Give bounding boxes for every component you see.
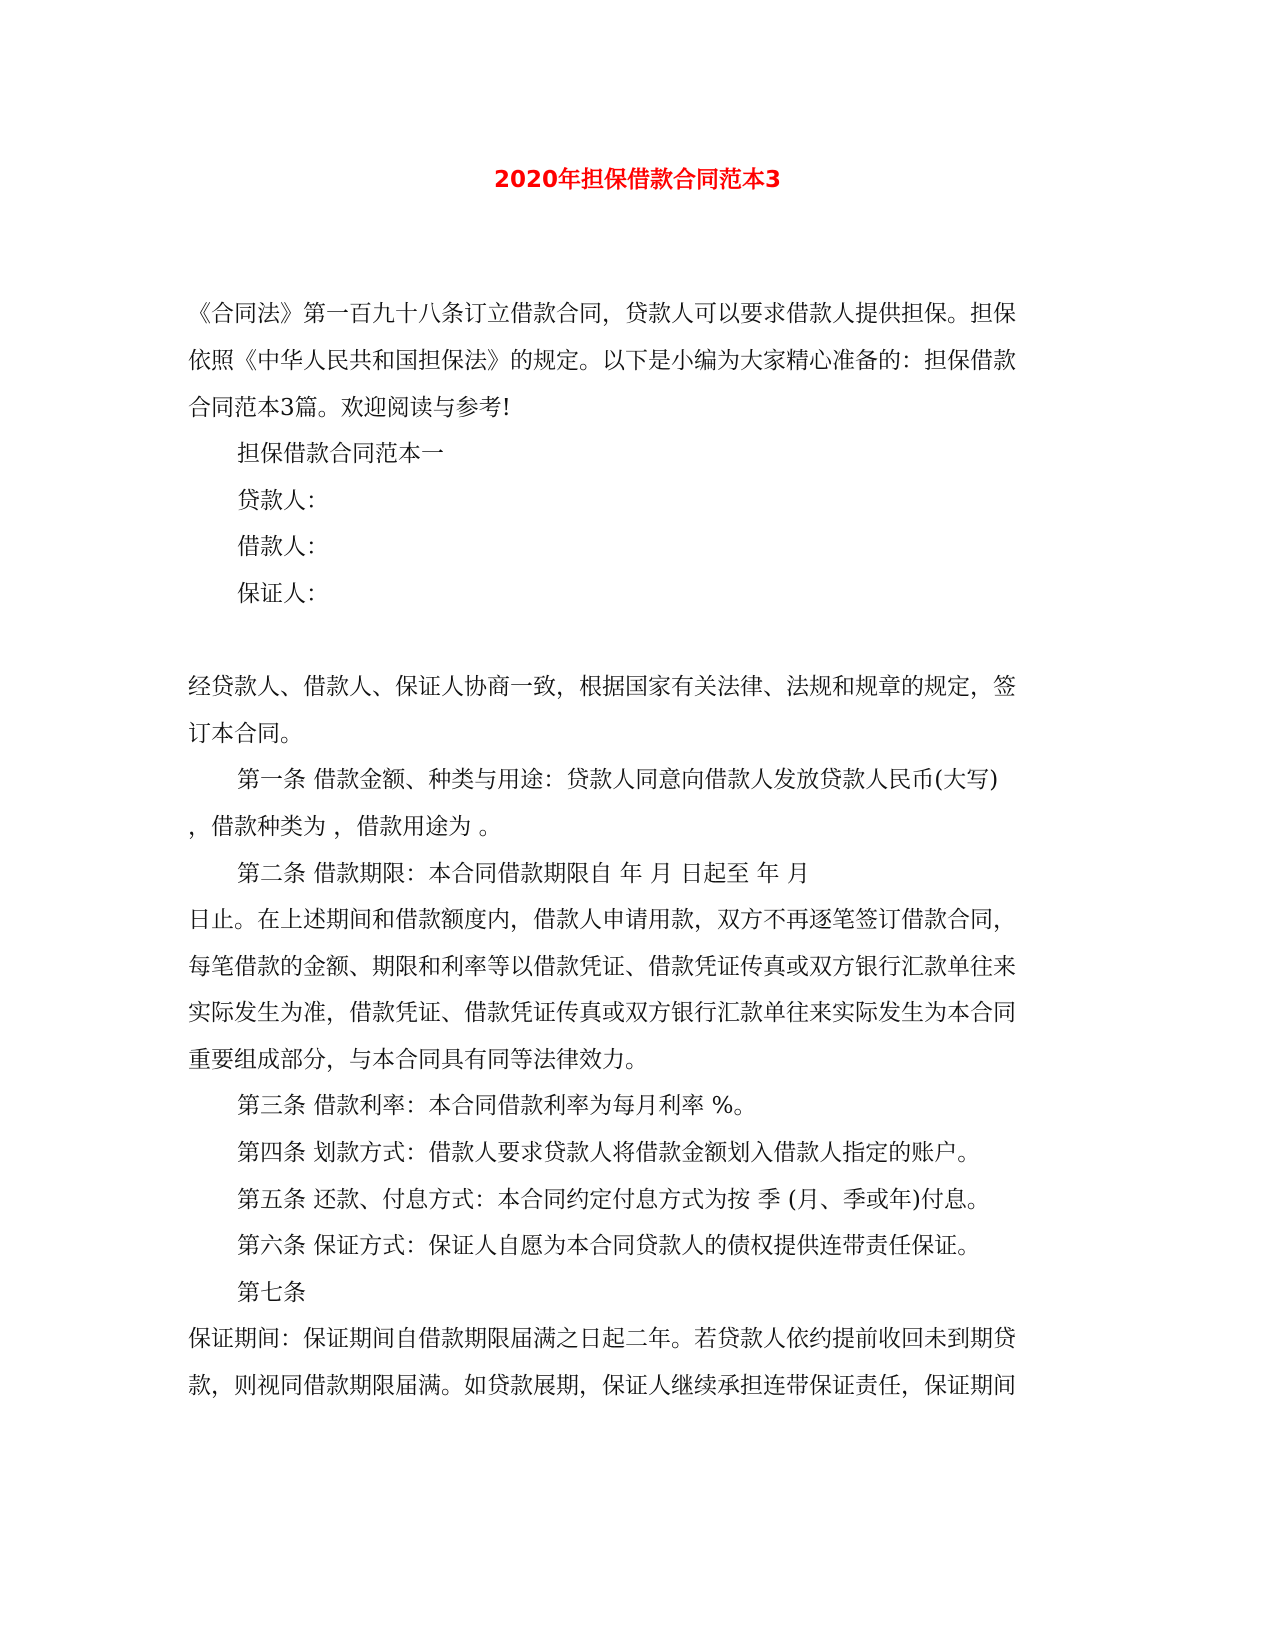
article-7: 第七条 [237, 1280, 306, 1306]
paragraph-line: 每笔借款的金额、期限和利率等以借款凭证、借款凭证传真或双方银行汇款单往来 [188, 954, 1016, 980]
party-label-borrower: 借款人： [237, 534, 329, 560]
paragraph-line: 《合同法》第一百九十八条订立借款合同，贷款人可以要求借款人提供担保。担保 [188, 301, 1016, 327]
paragraph-line: 实际发生为准，借款凭证、借款凭证传真或双方银行汇款单往来实际发生为本合同 [188, 1000, 1016, 1026]
article-3: 第三条 借款利率：本合同借款利率为每月利率 %。 [237, 1093, 757, 1119]
paragraph-line: 款，则视同借款期限届满。如贷款展期，保证人继续承担连带保证责任，保证期间 [188, 1373, 1016, 1399]
paragraph-line: 依照《中华人民共和国担保法》的规定。以下是小编为大家精心准备的：担保借款 [188, 348, 1016, 374]
paragraph-line: 订本合同。 [188, 721, 303, 747]
article-2: 第二条 借款期限：本合同借款期限自 年 月 日起至 年 月 [237, 861, 810, 887]
paragraph-line: 日止。在上述期间和借款额度内，借款人申请用款，双方不再逐笔签订借款合同， [188, 907, 1016, 933]
party-label-lender: 贷款人： [237, 488, 329, 514]
paragraph-line: 重要组成部分，与本合同具有同等法律效力。 [188, 1047, 648, 1073]
party-label-guarantor: 保证人： [237, 581, 329, 607]
paragraph-line: 经贷款人、借款人、保证人协商一致，根据国家有关法律、法规和规章的规定，签 [188, 674, 1016, 700]
paragraph-line: 保证期间：保证期间自借款期限届满之日起二年。若贷款人依约提前收回未到期贷 [188, 1326, 1016, 1352]
article-1: 第一条 借款金额、种类与用途：贷款人同意向借款人发放贷款人民币(大写) [237, 767, 999, 793]
section-heading: 担保借款合同范本一 [237, 441, 444, 467]
article-6: 第六条 保证方式：保证人自愿为本合同贷款人的债权提供连带责任保证。 [237, 1233, 981, 1259]
article-4: 第四条 划款方式：借款人要求贷款人将借款金额划入借款人指定的账户。 [237, 1140, 981, 1166]
article-5: 第五条 还款、付息方式：本合同约定付息方式为按 季 (月、季或年)付息。 [237, 1187, 990, 1213]
document-title: 2020年担保借款合同范本3 [493, 167, 782, 193]
paragraph-line: ，借款种类为 ，借款用途为 。 [188, 814, 502, 840]
paragraph-line: 合同范本3篇。欢迎阅读与参考! [188, 395, 511, 421]
